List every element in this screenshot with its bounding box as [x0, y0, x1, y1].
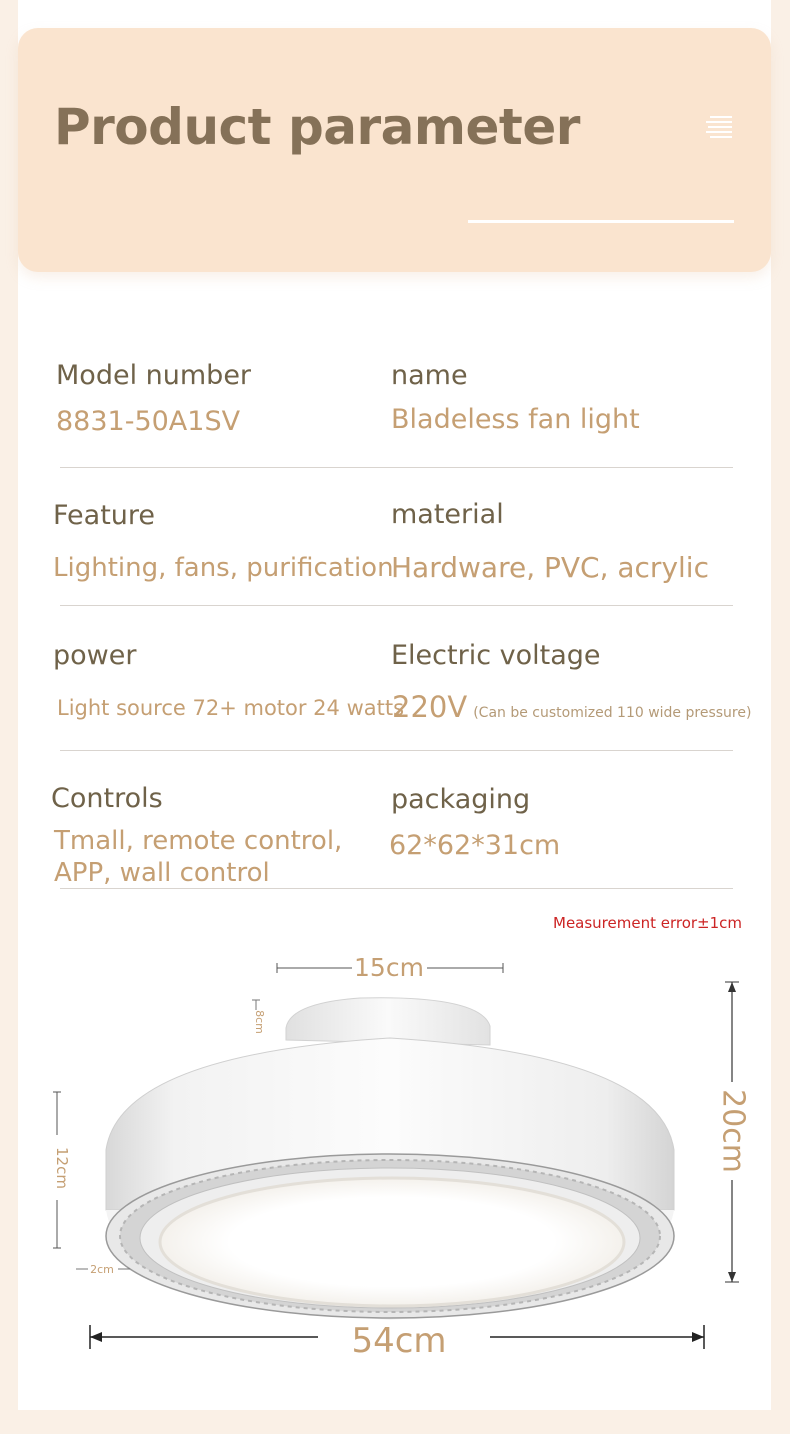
param-label-controls: Controls — [51, 783, 163, 814]
dim-rim-label: 2cm — [90, 1263, 114, 1276]
dimension-top-width — [277, 953, 503, 982]
measurement-error-note: Measurement error±1cm — [553, 914, 743, 932]
voltage-value: 220V — [392, 690, 468, 724]
page-title: Product parameter — [54, 98, 580, 156]
param-value-packaging: 62*62*31cm — [389, 830, 561, 861]
param-value-name: Bladeless fan light — [391, 404, 640, 435]
param-label-power: power — [53, 640, 137, 671]
dimension-rim — [76, 1263, 130, 1276]
param-label-model: Model number — [56, 360, 252, 391]
dim-total-height-label: 20cm — [715, 1089, 751, 1173]
param-value-controls: Tmall, remote control, APP, wall control — [54, 826, 343, 888]
param-value-material: Hardware, PVC, acrylic — [391, 551, 709, 584]
param-label-feature: Feature — [53, 500, 156, 531]
dimension-body-height — [53, 1092, 71, 1248]
dimension-total-height — [716, 982, 751, 1282]
param-label-material: material — [391, 499, 504, 530]
fan-body — [106, 1038, 674, 1320]
voltage-note: (Can be customized 110 wide pressure) — [473, 705, 752, 721]
dim-diameter-label: 54cm — [351, 1321, 447, 1361]
param-label-packaging: packaging — [391, 784, 531, 815]
dim-top-width-label: 15cm — [354, 953, 424, 982]
dimension-mount-height — [252, 1000, 266, 1034]
dim-body-height-label: 12cm — [53, 1147, 71, 1189]
param-label-name: name — [391, 360, 468, 391]
dim-mount-height-label: 8cm — [253, 1010, 266, 1034]
dimension-diameter — [90, 1321, 704, 1361]
param-value-feature: Lighting, fans, purification — [53, 553, 394, 583]
param-value-power: Light source 72+ motor 24 watts — [57, 696, 405, 720]
param-label-voltage: Electric voltage — [391, 640, 601, 671]
param-value-model: 8831-50A1SV — [56, 406, 241, 437]
